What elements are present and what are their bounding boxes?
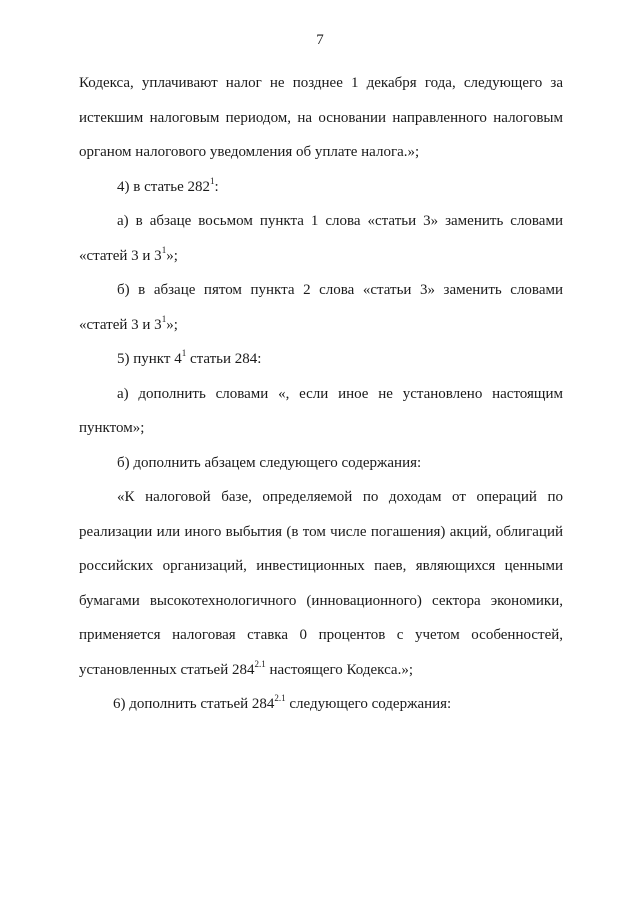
text-line: Кодекса, уплачивают налог не позднее 1 декабря года, следующего за [79, 75, 563, 91]
paragraph-item-4 [79, 170, 563, 205]
text-line: истекшим налоговым периодом, на основании направленного налоговым [79, 109, 563, 126]
text-fragment: »; [166, 247, 178, 264]
text-line: применяется налоговая ставка 0 процентов с учетом особенностей, [79, 627, 563, 643]
text-fragment: установленных статьей 284 [79, 661, 255, 678]
text-fragment: следующего содержания: [285, 696, 452, 712]
text-fragment: настоящего Кодекса.»; [265, 661, 413, 678]
text-fragment: : [214, 178, 219, 195]
paragraph-item-5b: б) дополнить абзацем следующего содержания: [117, 454, 422, 471]
text-line: российских организаций, инвестиционных паев, являющихся ценными [79, 558, 563, 574]
text-fragment: 4) в статье 282 [117, 178, 211, 195]
paragraph-item-5 [79, 342, 563, 377]
text-line [79, 308, 563, 343]
text-line: пунктом»; [79, 420, 145, 436]
text-line: б) в абзаце пятом пункта 2 слова «статьи 3» заменить словами [117, 282, 563, 298]
paragraph-quote [79, 480, 563, 687]
text-line: бумагами высокотехнологичного (инновационного) сектора экономики, [79, 592, 563, 609]
text-line: «К налоговой базе, определяемой по доходам от операций по [117, 489, 563, 505]
superscript: 1 [161, 313, 167, 324]
superscript: 1 [210, 175, 215, 186]
text-fragment: 5) пункт 4 [117, 351, 182, 367]
paragraph-item-5a [79, 377, 563, 446]
text-line: реализации или иного выбытия (в том числе погашения) акций, облигаций [79, 523, 563, 540]
text-line: органом налогового уведомления об уплате налога.»; [79, 144, 420, 160]
text-line: а) в абзаце восьмом пункта 1 слова «статьи 3» заменить словами [117, 213, 563, 229]
text-fragment: «статей 3 и 3 [79, 247, 162, 264]
superscript: 1 [161, 244, 167, 255]
paragraph-item-6 [79, 687, 563, 722]
paragraph-item-4a [79, 204, 563, 273]
text-line: а) дополнить словами «, если иное не установлено настоящим [117, 385, 563, 402]
paragraph-item-4b [79, 273, 563, 342]
paragraph-kodeks [79, 66, 563, 170]
document-body [79, 66, 563, 722]
text-fragment: 6) дополнить статьей 284 [113, 696, 275, 712]
text-line [79, 239, 563, 274]
superscript: 1 [181, 348, 187, 358]
page-number: 7 [316, 32, 324, 48]
superscript: 2.1 [254, 658, 266, 669]
superscript: 2.1 [274, 693, 286, 703]
text-fragment: «статей 3 и 3 [79, 316, 162, 333]
text-fragment: »; [166, 316, 178, 333]
text-fragment: статьи 284: [186, 351, 262, 367]
text-line [79, 653, 563, 688]
